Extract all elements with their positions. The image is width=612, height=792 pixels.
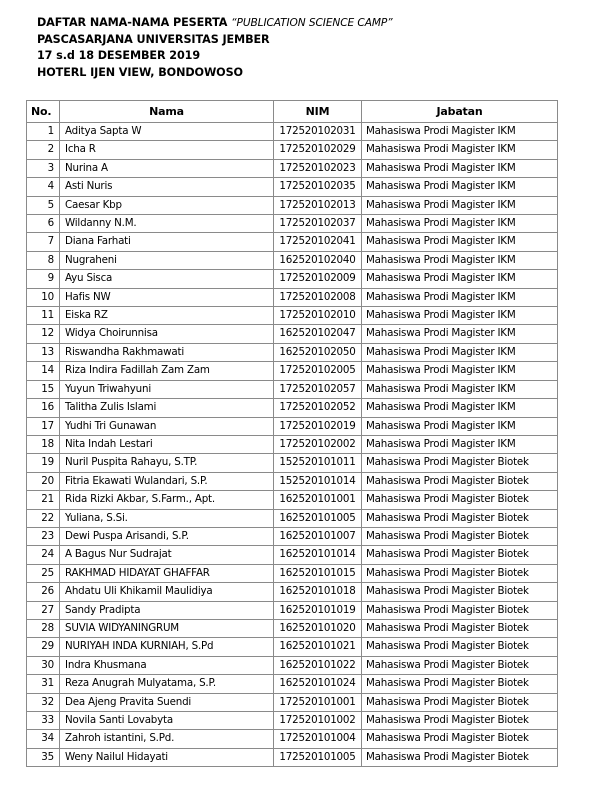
row-number: 25 <box>27 564 60 582</box>
event-location: HOTERL IJEN VIEW, BONDOWOSO <box>37 66 243 80</box>
table-row <box>27 583 558 601</box>
row-number: 29 <box>27 638 60 656</box>
table-row <box>27 748 558 766</box>
participant-nim: 172520101005 <box>274 748 362 766</box>
participant-nim: 152520101014 <box>274 472 362 490</box>
row-number: 31 <box>27 675 60 693</box>
participant-nim: 162520101022 <box>274 656 362 674</box>
table-row <box>27 712 558 730</box>
participant-position: Mahasiswa Prodi Magister IKM <box>362 215 558 233</box>
participant-position: Mahasiswa Prodi Magister Biotek <box>362 472 558 490</box>
participant-name: Sandy Pradipta <box>60 601 274 619</box>
participant-name: Ayu Sisca <box>60 270 274 288</box>
participant-name: Indra Khusmana <box>60 656 274 674</box>
table-row <box>27 141 558 159</box>
participant-position: Mahasiswa Prodi Magister Biotek <box>362 638 558 656</box>
participant-position: Mahasiswa Prodi Magister Biotek <box>362 656 558 674</box>
participant-nim: 162520101019 <box>274 601 362 619</box>
row-number: 15 <box>27 380 60 398</box>
document-header <box>37 15 393 82</box>
participant-name: Widya Choirunnisa <box>60 325 274 343</box>
participant-position: Mahasiswa Prodi Magister Biotek <box>362 619 558 637</box>
participant-name: Riza Indira Fadillah Zam Zam <box>60 362 274 380</box>
participant-position: Mahasiswa Prodi Magister IKM <box>362 325 558 343</box>
table-row <box>27 270 558 288</box>
row-number: 3 <box>27 159 60 177</box>
title-line <box>37 15 393 32</box>
row-number: 8 <box>27 251 60 269</box>
participant-name: A Bagus Nur Sudrajat <box>60 546 274 564</box>
participant-position: Mahasiswa Prodi Magister IKM <box>362 435 558 453</box>
participant-name: Dea Ajeng Pravita Suendi <box>60 693 274 711</box>
participant-position: Mahasiswa Prodi Magister IKM <box>362 399 558 417</box>
table-row <box>27 509 558 527</box>
table-row <box>27 638 558 656</box>
row-number: 32 <box>27 693 60 711</box>
table-row <box>27 399 558 417</box>
column-header-nim: NIM <box>274 101 362 123</box>
row-number: 27 <box>27 601 60 619</box>
table-row <box>27 196 558 214</box>
table-row <box>27 417 558 435</box>
column-header-no: No. <box>27 101 60 123</box>
participant-position: Mahasiswa Prodi Magister Biotek <box>362 712 558 730</box>
participant-name: Reza Anugrah Mulyatama, S.P. <box>60 675 274 693</box>
participant-position: Mahasiswa Prodi Magister Biotek <box>362 546 558 564</box>
table-row <box>27 472 558 490</box>
participant-position: Mahasiswa Prodi Magister IKM <box>362 196 558 214</box>
table-row <box>27 564 558 582</box>
table-row <box>27 491 558 509</box>
row-number: 24 <box>27 546 60 564</box>
table-row <box>27 656 558 674</box>
title-text: DAFTAR NAMA-NAMA PESERTA <box>37 16 232 29</box>
participant-name: Nita Indah Lestari <box>60 435 274 453</box>
table-row <box>27 730 558 748</box>
table-row <box>27 178 558 196</box>
participant-position: Mahasiswa Prodi Magister IKM <box>362 141 558 159</box>
participant-nim: 162520101014 <box>274 546 362 564</box>
participant-nim: 162520101018 <box>274 583 362 601</box>
row-number: 2 <box>27 141 60 159</box>
participant-name: Yudhi Tri Gunawan <box>60 417 274 435</box>
participant-nim: 172520102029 <box>274 141 362 159</box>
participant-position: Mahasiswa Prodi Magister IKM <box>362 233 558 251</box>
row-number: 33 <box>27 712 60 730</box>
participant-name: Dewi Puspa Arisandi, S.P. <box>60 527 274 545</box>
table-row <box>27 362 558 380</box>
event-name: “PUBLICATION SCIENCE CAMP” <box>231 17 393 29</box>
participant-position: Mahasiswa Prodi Magister IKM <box>362 159 558 177</box>
participant-nim: 172520101004 <box>274 730 362 748</box>
row-number: 28 <box>27 619 60 637</box>
participant-name: Asti Nuris <box>60 178 274 196</box>
participant-name: Riswandha Rakhmawati <box>60 343 274 361</box>
participant-position: Mahasiswa Prodi Magister IKM <box>362 307 558 325</box>
participant-name: Zahroh istantini, S.Pd. <box>60 730 274 748</box>
participant-position: Mahasiswa Prodi Magister IKM <box>362 380 558 398</box>
participant-nim: 152520101011 <box>274 454 362 472</box>
table-row <box>27 619 558 637</box>
row-number: 26 <box>27 583 60 601</box>
participant-position: Mahasiswa Prodi Magister IKM <box>362 362 558 380</box>
participant-name: Yuliana, S.Si. <box>60 509 274 527</box>
row-number: 19 <box>27 454 60 472</box>
participant-position: Mahasiswa Prodi Magister IKM <box>362 178 558 196</box>
table-row <box>27 215 558 233</box>
table-row <box>27 325 558 343</box>
row-number: 12 <box>27 325 60 343</box>
participant-position: Mahasiswa Prodi Magister Biotek <box>362 675 558 693</box>
participant-nim: 162520101007 <box>274 527 362 545</box>
row-number: 11 <box>27 307 60 325</box>
table-row <box>27 251 558 269</box>
participant-position: Mahasiswa Prodi Magister IKM <box>362 270 558 288</box>
participant-nim: 162520102050 <box>274 343 362 361</box>
participant-nim: 162520101005 <box>274 509 362 527</box>
row-number: 34 <box>27 730 60 748</box>
row-number: 5 <box>27 196 60 214</box>
participant-position: Mahasiswa Prodi Magister IKM <box>362 123 558 141</box>
column-header-jabatan: Jabatan <box>362 101 558 123</box>
table-row <box>27 343 558 361</box>
participant-position: Mahasiswa Prodi Magister Biotek <box>362 601 558 619</box>
participant-nim: 172520102052 <box>274 399 362 417</box>
participant-nim: 172520102005 <box>274 362 362 380</box>
participant-nim: 162520102047 <box>274 325 362 343</box>
participant-name: Weny Nailul Hidayati <box>60 748 274 766</box>
row-number: 16 <box>27 399 60 417</box>
row-number: 1 <box>27 123 60 141</box>
participant-position: Mahasiswa Prodi Magister IKM <box>362 251 558 269</box>
participant-nim: 162520101020 <box>274 619 362 637</box>
participants-table <box>26 100 558 767</box>
participant-position: Mahasiswa Prodi Magister Biotek <box>362 583 558 601</box>
table-row <box>27 233 558 251</box>
participant-nim: 172520102037 <box>274 215 362 233</box>
table-row <box>27 601 558 619</box>
participant-position: Mahasiswa Prodi Magister IKM <box>362 288 558 306</box>
participant-nim: 172520101002 <box>274 712 362 730</box>
row-number: 35 <box>27 748 60 766</box>
participant-nim: 172520102002 <box>274 435 362 453</box>
row-number: 23 <box>27 527 60 545</box>
participant-name: Ahdatu Uli Khikamil Maulidiya <box>60 583 274 601</box>
table-row <box>27 307 558 325</box>
row-number: 17 <box>27 417 60 435</box>
participant-name: Hafis NW <box>60 288 274 306</box>
row-number: 30 <box>27 656 60 674</box>
participant-name: NURIYAH INDA KURNIAH, S.Pd <box>60 638 274 656</box>
column-header-nama: Nama <box>60 101 274 123</box>
row-number: 20 <box>27 472 60 490</box>
participant-name: Nugraheni <box>60 251 274 269</box>
participant-position: Mahasiswa Prodi Magister Biotek <box>362 454 558 472</box>
participant-name: Wildanny N.M. <box>60 215 274 233</box>
participant-nim: 172520102041 <box>274 233 362 251</box>
participant-nim: 172520102009 <box>274 270 362 288</box>
table-row <box>27 454 558 472</box>
row-number: 21 <box>27 491 60 509</box>
participant-nim: 172520102031 <box>274 123 362 141</box>
participant-position: Mahasiswa Prodi Magister IKM <box>362 417 558 435</box>
row-number: 9 <box>27 270 60 288</box>
participant-position: Mahasiswa Prodi Magister Biotek <box>362 748 558 766</box>
table-row <box>27 675 558 693</box>
table-row <box>27 380 558 398</box>
participant-position: Mahasiswa Prodi Magister Biotek <box>362 693 558 711</box>
participant-nim: 162520102040 <box>274 251 362 269</box>
event-date: 17 s.d 18 DESEMBER 2019 <box>37 49 201 63</box>
participant-name: Caesar Kbp <box>60 196 274 214</box>
row-number: 14 <box>27 362 60 380</box>
participant-nim: 162520101015 <box>274 564 362 582</box>
participant-position: Mahasiswa Prodi Magister Biotek <box>362 509 558 527</box>
row-number: 10 <box>27 288 60 306</box>
participant-nim: 172520102010 <box>274 307 362 325</box>
table-row <box>27 159 558 177</box>
institution: PASCASARJANA UNIVERSITAS JEMBER <box>37 32 270 46</box>
participant-name: Fitria Ekawati Wulandari, S.P. <box>60 472 274 490</box>
participant-name: RAKHMAD HIDAYAT GHAFFAR <box>60 564 274 582</box>
table-row <box>27 527 558 545</box>
table-row <box>27 546 558 564</box>
participant-position: Mahasiswa Prodi Magister Biotek <box>362 730 558 748</box>
table-row <box>27 123 558 141</box>
participant-name: Diana Farhati <box>60 233 274 251</box>
row-number: 7 <box>27 233 60 251</box>
participant-name: Nurina A <box>60 159 274 177</box>
row-number: 6 <box>27 215 60 233</box>
table-row <box>27 435 558 453</box>
participant-name: SUVIA WIDYANINGRUM <box>60 619 274 637</box>
participant-name: Nuril Puspita Rahayu, S.TP. <box>60 454 274 472</box>
participant-position: Mahasiswa Prodi Magister Biotek <box>362 527 558 545</box>
participant-position: Mahasiswa Prodi Magister Biotek <box>362 491 558 509</box>
row-number: 18 <box>27 435 60 453</box>
table-row <box>27 288 558 306</box>
participant-name: Yuyun Triwahyuni <box>60 380 274 398</box>
participant-nim: 162520101024 <box>274 675 362 693</box>
row-number: 22 <box>27 509 60 527</box>
participant-nim: 172520102023 <box>274 159 362 177</box>
row-number: 13 <box>27 343 60 361</box>
participant-nim: 172520102013 <box>274 196 362 214</box>
participant-name: Aditya Sapta W <box>60 123 274 141</box>
participant-nim: 172520102057 <box>274 380 362 398</box>
participant-nim: 172520102019 <box>274 417 362 435</box>
participant-nim: 172520102035 <box>274 178 362 196</box>
table-row <box>27 693 558 711</box>
participant-nim: 162520101021 <box>274 638 362 656</box>
table-header-row <box>27 101 558 123</box>
participant-nim: 162520101001 <box>274 491 362 509</box>
participant-position: Mahasiswa Prodi Magister IKM <box>362 343 558 361</box>
participant-nim: 172520102008 <box>274 288 362 306</box>
participant-name: Talitha Zulis Islami <box>60 399 274 417</box>
participant-nim: 172520101001 <box>274 693 362 711</box>
participant-position: Mahasiswa Prodi Magister Biotek <box>362 564 558 582</box>
participant-name: Eiska RZ <box>60 307 274 325</box>
participant-name: Icha R <box>60 141 274 159</box>
row-number: 4 <box>27 178 60 196</box>
participant-name: Rida Rizki Akbar, S.Farm., Apt. <box>60 491 274 509</box>
participant-name: Novila Santi Lovabyta <box>60 712 274 730</box>
